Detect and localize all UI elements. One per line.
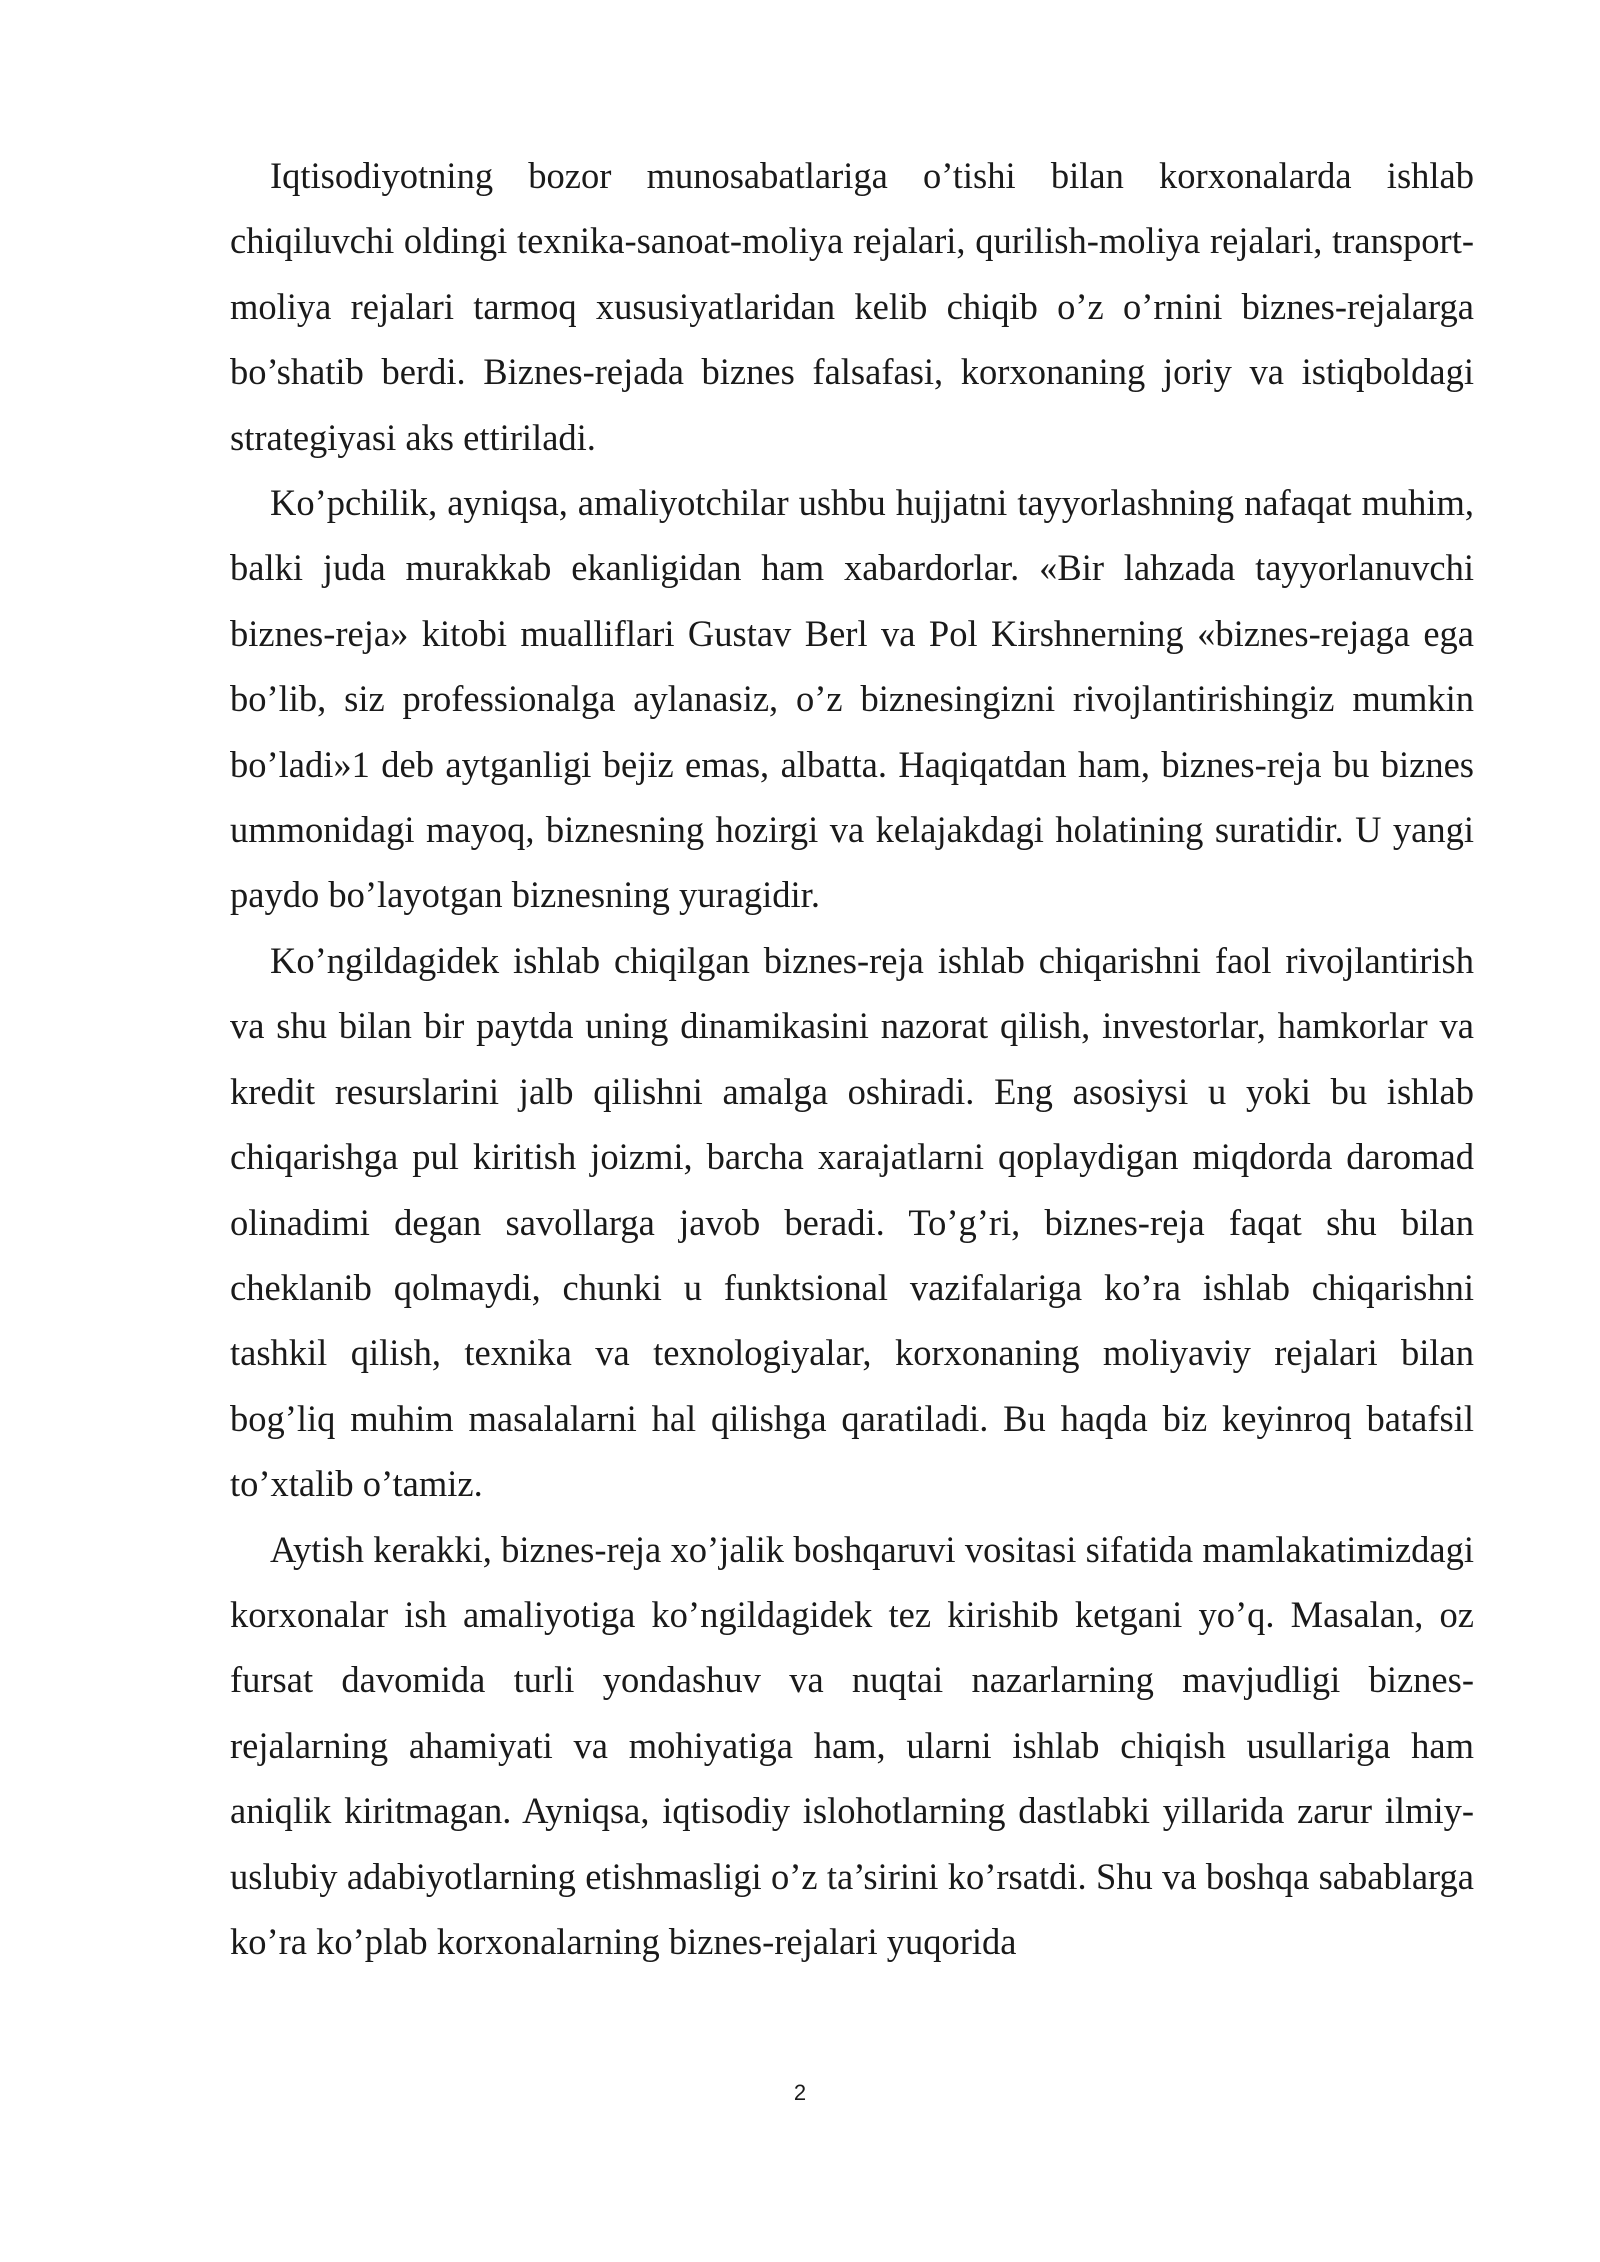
paragraph-2: Ko’pchilik, ayniqsa, amaliyotchilar ushbu hujjatni tayyorlashning nafaqat muhim, balki juda murakkab ekanligidan ham xabardorlar. «Bir lahzada tayyorlanuvchi biznes-reja» kitobi mualliflari Gustav Berl va Pol Kirshnerning «biznes-rejaga ega bo’lib, siz professionalga aylanasiz, o’z biznesingizni rivojlantirishingiz mumkin bo’ladi»1 deb aytganligi bejiz emas, albatta. Haqiqatdan ham, biznes-reja bu biznes ummonidagi mayoq, biznesning hozirgi va kelajakdagi holatining suratidir. U yangi paydo bo’layotgan biznesning yuragidir. (230, 482, 1474, 916)
document-body (230, 143, 1474, 1974)
paragraph-4: Aytish kerakki, biznes-reja xo’jalik boshqaruvi vositasi sifatida mamlakatimizdagi korxonalar ish amaliyotiga ko’ngildagidek tez kirishib ketgani yo’q. Masalan, oz fursat davomida turli yondashuv va nuqtai nazarlarning mavjudligi biznes-rejalarning ahamiyati va mohiyatiga ham, ularni ishlab chiqish usullariga ham aniqlik kiritmagan. Ayniqsa, iqtisodiy islohotlarning dastlabki yillarida zarur ilmiy-uslubiy adabiyotlarning etishmasligi o’z ta’sirini ko’rsatdi. Shu va boshqa sabablarga ko’ra ko’plab korxonalarning biznes-rejalari yuqorida (230, 1528, 1474, 1962)
paragraph-3: Ko’ngildagidek ishlab chiqilgan biznes-reja ishlab chiqarishni faol rivojlantirish va shu bilan bir paytda uning dinamikasini nazorat qilish, investorlar, hamkorlar va kredit resurslarini jalb qilishni amalga oshiradi. Eng asosiysi u yoki bu ishlab chiqarishga pul kiritish joizmi, barcha xarajatlarni qoplaydigan miqdorda daromad olinadimi degan savollarga javob beradi. To’g’ri, biznes-reja faqat shu bilan cheklanib qolmaydi, chunki u funktsional vazifalariga ko’ra ishlab chiqarishni tashkil qilish, texnika va texnologiyalar, korxonaning moliyaviy rejalari bilan bog’liq muhim masalalarni hal qilishga qaratiladi. Bu haqda biz keyinroq batafsil to’xtalib o’tamiz. (230, 939, 1474, 1505)
paragraph-1: Iqtisodiyotning bozor munosabatlariga o’tishi bilan korxonalarda ishlab chiqiluvchi oldingi texnika-sanoat-moliya rejalari, qurilish-moliya rejalari, transport-moliya rejalari tarmoq xususiyatlaridan kelib chiqib o’z o’rnini biznes-rejalarga bo’shatib berdi. Biznes-rejada biznes falsafasi, korxonaning joriy va istiqboldagi strategiyasi aks ettiriladi. (230, 155, 1474, 458)
page-number: 2 (793, 2080, 807, 2105)
